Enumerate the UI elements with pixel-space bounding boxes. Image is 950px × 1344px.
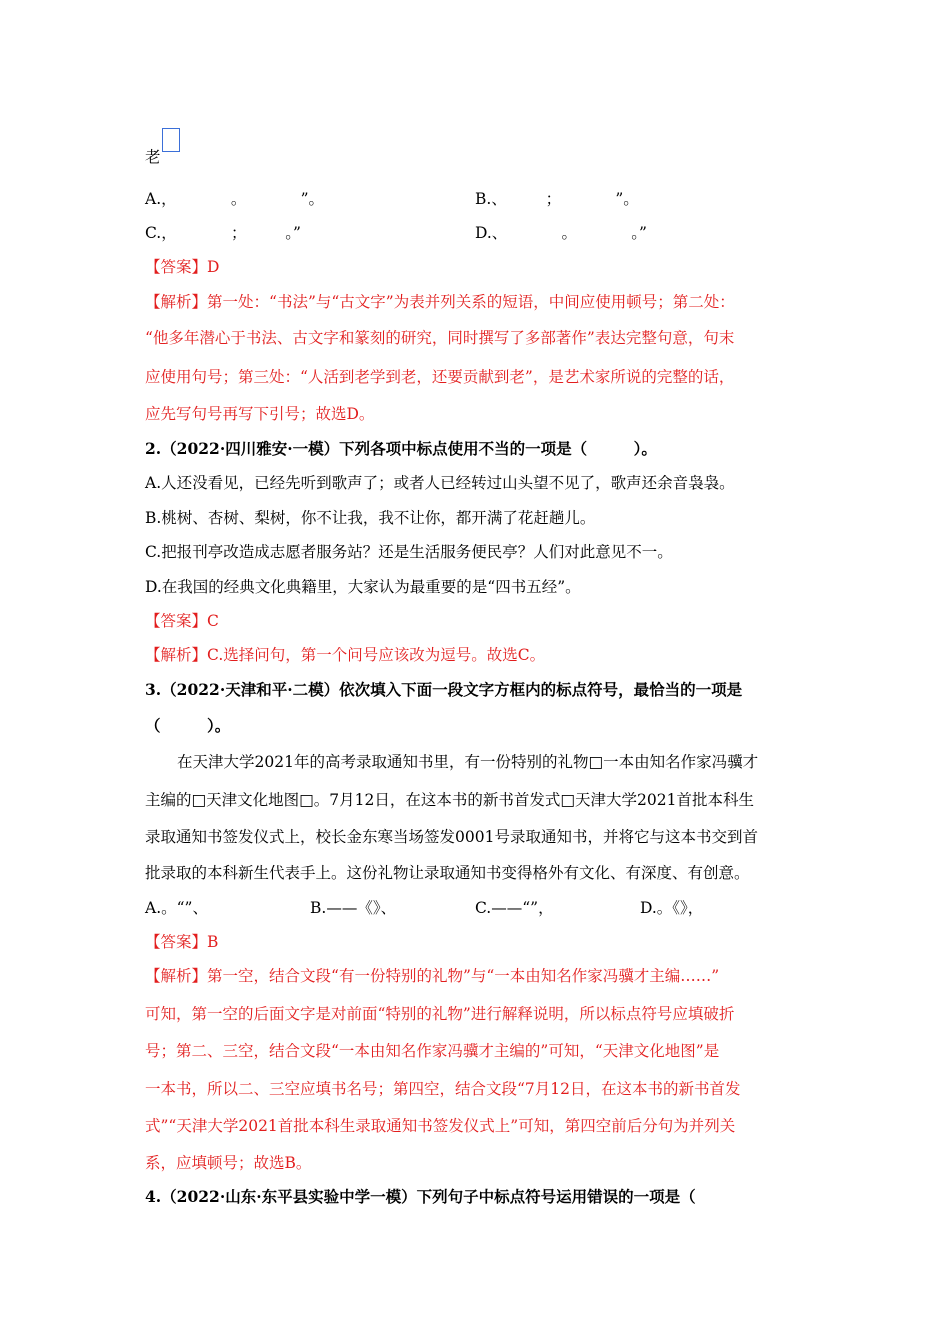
q2-title: 2.（2022·四川雅安·一模）下列各项中标点使用不当的一项是（ ）。	[145, 439, 657, 458]
q2-option-b: B.桃树、杏树、梨树，你不让我，我不让你，都开满了花赶趟儿。	[145, 509, 596, 527]
q3-analysis-line-2: 可知，第一空的后面文字是对前面“特别的礼物”进行解释说明，所以标点符号应填破折	[145, 1005, 735, 1023]
q3-option-d: D.。《》，	[640, 899, 704, 917]
q3-analysis-line-3: 号；第二、三空，结合文段“一本由知名作家冯骥才主编的”可知，“天津文化地图”是	[145, 1042, 720, 1060]
blank-box	[162, 128, 180, 152]
q3-answer: 【答案】B	[145, 933, 219, 951]
q4-title: 4.（2022·山东·东平县实验中学一模）下列句子中标点符号运用错误的一项是（	[145, 1187, 696, 1206]
q2-answer: 【答案】C	[145, 612, 219, 630]
q3-option-c: C.——“”，	[475, 899, 554, 917]
q3-passage-line-2: 主编的□天津文化地图□。7月12日，在这本书的新书首发式□天津大学2021首批本科生	[145, 791, 754, 809]
q3-analysis-line-1: 【解析】第一空，结合文段“有一份特别的礼物”与“一本由知名作家冯骥才主编……”	[145, 967, 720, 985]
q1-answer: 【答案】D	[145, 258, 220, 276]
q3-option-a: A.。“”、	[145, 899, 208, 917]
q3-analysis-line-5: 式”“天津大学2021首批本科生录取通知书签发仪式上”可知，第四空前后分句为并列关	[145, 1117, 736, 1135]
q3-passage-line-3: 录取通知书签发仪式上，校长金东寒当场签发0001号录取通知书，并将它与这本书交到首	[145, 828, 758, 846]
q3-analysis-line-6: 系，应填顿号；故选B。	[145, 1154, 312, 1172]
q3-passage-line-4: 批录取的本科新生代表手上。这份礼物让录取通知书变得格外有文化、有深度、有创意。	[145, 864, 750, 882]
q1-option-c: C.， ； 。”	[145, 224, 301, 242]
q2-option-c: C.把报刊亭改造成志愿者服务站？还是生活服务便民亭？人们对此意见不一。	[145, 543, 673, 561]
q1-analysis-line-1: 【解析】第一处：“书法”与“古文字”为表并列关系的短语，中间应使用顿号；第二处：	[145, 293, 735, 311]
q3-title-line-1: 3.（2022·天津和平·二模）依次填入下面一段文字方框内的标点符号，最恰当的一项是	[145, 680, 743, 699]
q3-title-line-2: （ ）。	[145, 716, 231, 735]
q1-option-a: A.， 。 ”。	[145, 190, 325, 208]
q2-option-a: A.人还没看见，已经先听到歌声了；或者人已经转过山头望不见了，歌声还余音袅袅。	[145, 474, 735, 492]
q3-passage-line-1: 在天津大学2021年的高考录取通知书里，有一份特别的礼物□一本由知名作家冯骥才	[177, 753, 759, 771]
q1-analysis-line-4: 应先写句号再写下引号；故选D。	[145, 405, 375, 423]
q2-analysis: 【解析】C.选择问句，第一个问号应该改为逗号。故选C。	[145, 646, 546, 664]
q1-analysis-line-2: “他多年潜心于书法、古文字和篆刻的研究，同时撰写了多部著作”表达完整句意，句末	[145, 329, 735, 347]
q1-option-b: B.、 ； ”。	[475, 190, 639, 208]
text-line-lao: 老	[145, 140, 180, 167]
q1-analysis-line-3: 应使用句号；第三处：“人活到老学到老，还要贡献到老”，是艺术家所说的完整的话，	[145, 368, 735, 386]
q1-option-d: D.、 。 。”	[475, 224, 647, 242]
q3-analysis-line-4: 一本书，所以二、三空应填书名号；第四空，结合文段“7月12日，在这本书的新书首发	[145, 1080, 741, 1098]
q3-option-b: B.——《》、	[310, 899, 397, 917]
q2-option-d: D.在我国的经典文化典籍里，大家认为最重要的是“四书五经”。	[145, 578, 581, 596]
